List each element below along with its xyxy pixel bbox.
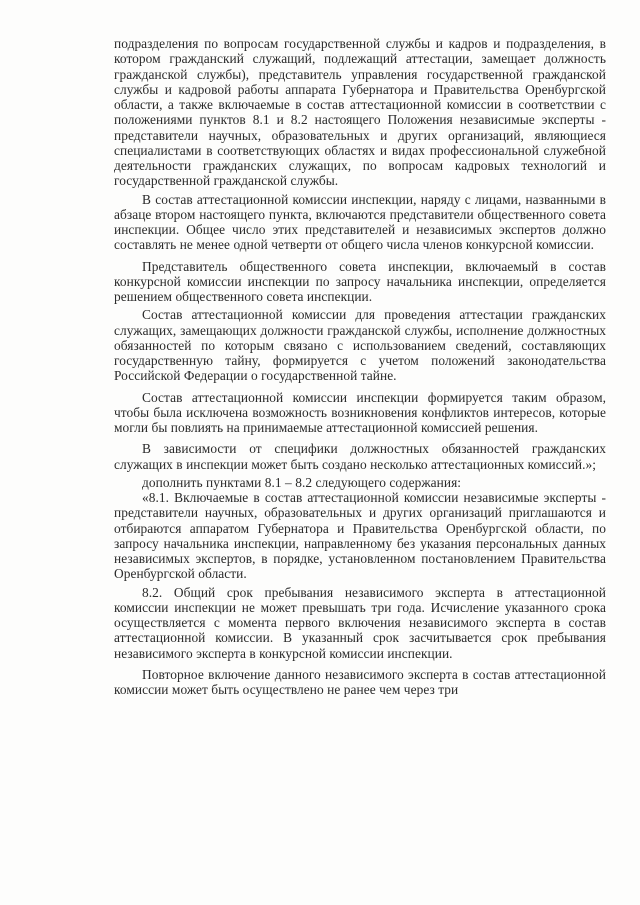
paragraph-point-8-1: «8.1. Включаемые в состав аттестационной комиссии независимые эксперты - представители научных, образовательных и других организаций приглашаются и отбираются аппаратом Губернатора и Правительства Оренбургской области, по запросу начальника инспекции, направленному без указания персональных данных независимых экспертов, в порядке, установленном постановлением Правительства Оренбургской области.	[114, 490, 606, 582]
paragraph-repeat-inclusion: Повторное включение данного независимого эксперта в состав аттестационной комиссии может быть осуществлено не ранее чем через три	[114, 666, 606, 697]
document-body	[114, 36, 606, 697]
paragraph-point-8-2: 8.2. Общий срок пребывания независимого эксперта в аттестационной комиссии инспекции не может превышать три года. Исчисление указанного срока осуществляется с момента первого включения независимого эксперта в состав аттестационной комиссии. В указанный срок засчитывается срок пребывания независимого эксперта в конкурсной комиссии инспекции.	[114, 584, 606, 661]
paragraph-add-points: дополнить пунктами 8.1 – 8.2 следующего содержания:	[142, 474, 462, 490]
paragraph-continuation: подразделения по вопросам государственной службы и кадров и подразделения, в котором гражданский служащий, подлежащий аттестации, замещает должность гражданской службы), представитель управления государственной гражданской службы и кадровой работы аппарата Губернатора и Правительства Оренбургской области, а также включаемые в состав аттестационной комиссии в соответствии с положениями пунктов 8.1 и 8.2 настоящего Положения независимые эксперты - представители научных, образовательных и других организаций, являющиеся специалистами в соответствующих областях и видах профессиональной служебной деятельности гражданских служащих, по вопросам кадровых технологий и государственной гражданской службы.	[114, 36, 606, 189]
paragraph-public-council-representative: Представитель общественного совета инспекции, включаемый в состав конкурсной комиссии инспекции по запросу начальника инспекции, определяется решением общественного совета инспекции.	[114, 258, 606, 304]
paragraph-state-secret: Состав аттестационной комиссии для проведения аттестации гражданских служащих, замещающих должности гражданской службы, исполнение должностных обязанностей по которым связано с использованием сведений, составляющих государственную тайну, формируется с учетом положений законодательства Российской Федерации о государственной тайне.	[114, 307, 606, 384]
paragraph-commission-composition: В состав аттестационной комиссии инспекции, наряду с лицами, названными в абзаце втором настоящего пункта, включаются представители общественного совета инспекции. Общее число этих представителей и независимых экспертов должно составлять не менее одной четверти от общего числа членов конкурсной комиссии.	[114, 191, 606, 253]
paragraph-multiple-commissions: В зависимости от специфики должностных обязанностей гражданских служащих в инспекции может быть создано несколько аттестационных комиссий.»;	[114, 441, 606, 472]
paragraph-conflict-of-interest: Состав аттестационной комиссии инспекции формируется таким образом, чтобы была исключена возможность возникновения конфликтов интересов, которые могли бы повлиять на принимаемые аттестационной комиссией решения.	[114, 389, 606, 435]
